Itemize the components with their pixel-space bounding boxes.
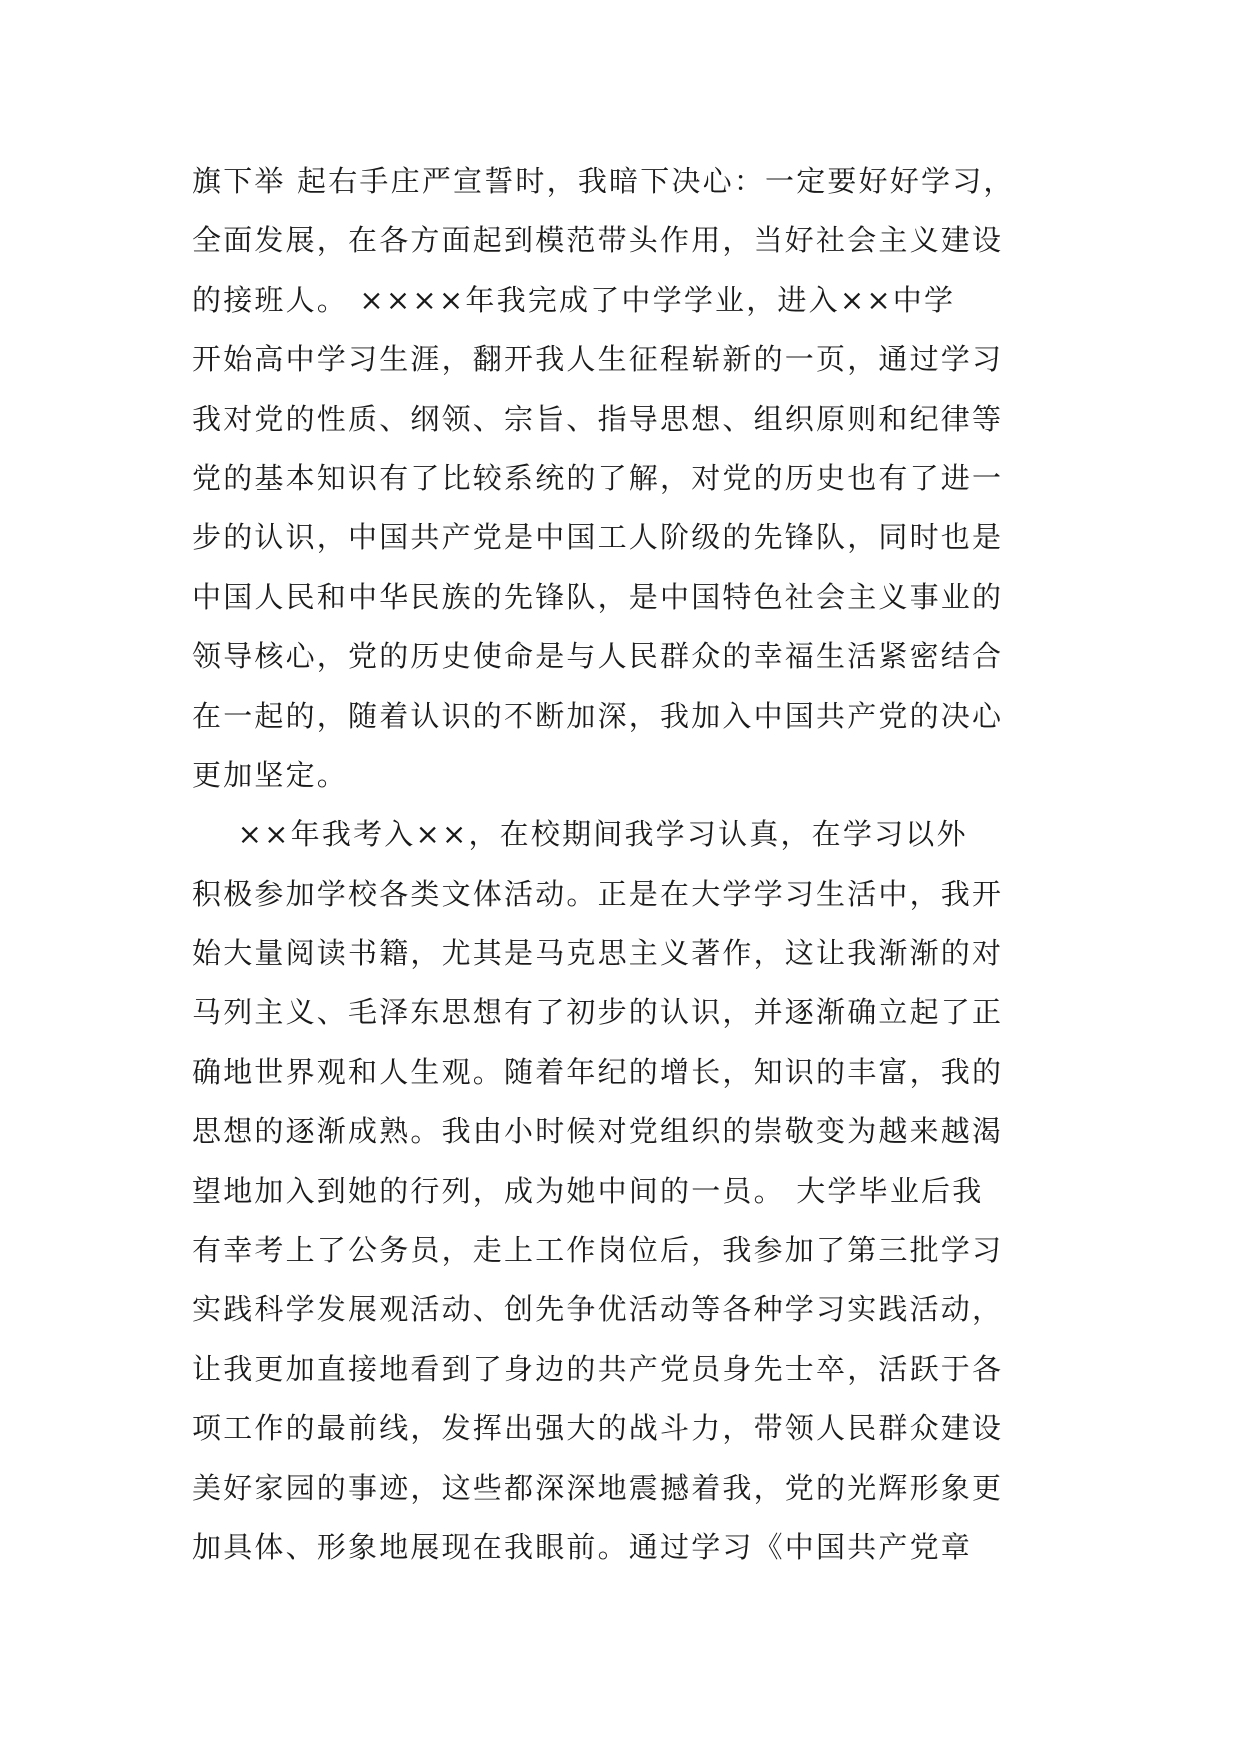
text-line: 更加坚定。 — [192, 757, 349, 792]
text-line: 党的基本知识有了比较系统的了解，对党的历史也有了进一 — [192, 460, 1004, 495]
paragraph-2 — [192, 805, 1062, 1577]
text-line: 让我更加直接地看到了身边的共产党员身先士卒，活跃于各 — [192, 1351, 1004, 1386]
text-line: 步的认识，中国共产党是中国工人阶级的先锋队，同时也是 — [192, 520, 1004, 555]
text-line: 美好家园的事迹，这些都深深地震撼着我，党的光辉形象更 — [192, 1470, 1004, 1505]
text-line: 马列主义、毛泽东思想有了初步的认识，并逐渐确立起了正 — [192, 995, 1004, 1030]
text-line: 始大量阅读书籍，尤其是马克思主义著作，这让我渐渐的对 — [192, 936, 1004, 971]
paragraph-1 — [192, 152, 1062, 805]
body-text — [192, 152, 1062, 1577]
text-line: 积极参加学校各类文体活动。正是在大学学习生活中，我开 — [192, 876, 1004, 911]
text-line: 中国人民和中华民族的先锋队，是中国特色社会主义事业的 — [192, 579, 1004, 614]
text-line: 全面发展，在各方面起到模范带头作用，当好社会主义建设 — [192, 223, 1004, 258]
text-line: 加具体、形象地展现在我眼前。通过学习《中国共产党章 — [192, 1529, 973, 1564]
text-line: ××年我考入××，在校期间我学习认真，在学习以外 — [192, 817, 968, 852]
text-line: 我对党的性质、纲领、宗旨、指导思想、组织原则和纪律等 — [192, 401, 1004, 436]
text-line: 望地加入到她的行列，成为她中间的一员。 大学毕业后我 — [192, 1173, 984, 1208]
text-line: 项工作的最前线，发挥出强大的战斗力，带领人民群众建设 — [192, 1411, 1004, 1446]
text-line: 有幸考上了公务员，走上工作岗位后，我参加了第三批学习 — [192, 1233, 1004, 1268]
text-line: 开始高中学习生涯，翻开我人生征程崭新的一页，通过学习 — [192, 342, 1004, 377]
text-line: 确地世界观和人生观。随着年纪的增长，知识的丰富，我的 — [192, 1054, 1004, 1089]
text-line: 在一起的，随着认识的不断加深，我加入中国共产党的决心 — [192, 698, 1004, 733]
text-line: 思想的逐渐成熟。我由小时候对党组织的崇敬变为越来越渴 — [192, 1114, 1004, 1149]
text-line: 的接班人。 ××××年我完成了中学学业，进入××中学 — [192, 282, 956, 317]
text-line: 领导核心，党的历史使命是与人民群众的幸福生活紧密结合 — [192, 639, 1004, 674]
text-line: 旗下举 起右手庄严宣誓时，我暗下决心：一定要好好学习， — [192, 164, 1015, 198]
text-line: 实践科学发展观活动、创先争优活动等各种学习实践活动， — [192, 1292, 1004, 1327]
